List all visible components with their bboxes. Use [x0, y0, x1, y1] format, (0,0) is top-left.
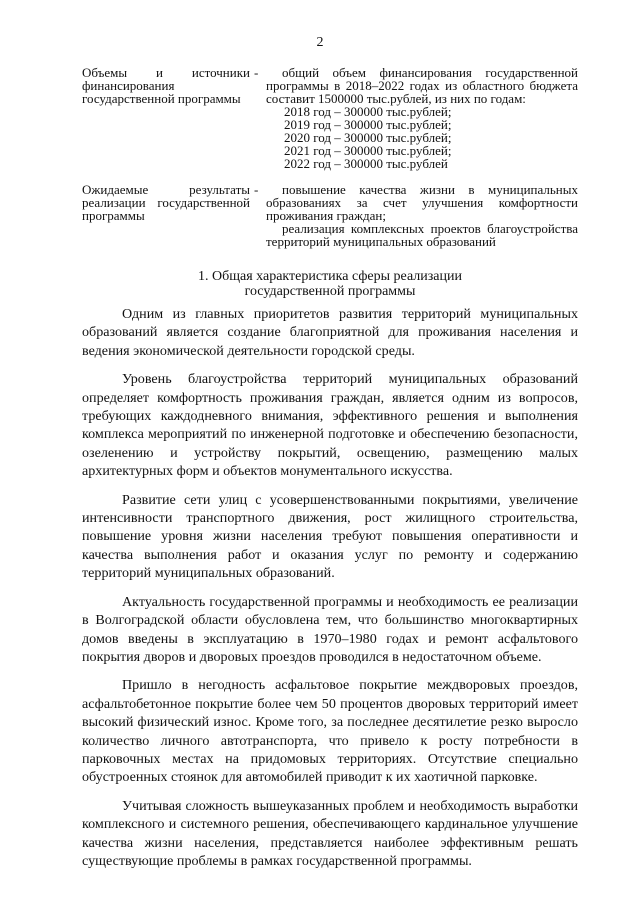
passport-dash: - — [254, 182, 259, 197]
financing-total: общий объем финансирования государственной программы в 2018–2022 годах из областного бюджета составит 1500000 тыс.рублей, из них по годам: — [266, 65, 578, 106]
passport-value-results — [266, 183, 578, 248]
paragraph: Развитие сети улиц с усовершенствованными покрытиями, увеличение интенсивности транспортного движения, рост жилищного строительства, повышение уровня жизни населения требуют повышения оперативности и качества выполнения работ и оказания услуг по ремонту и содержанию территорий муниципальных образований. — [82, 491, 578, 582]
paragraph: Актуальность государственной программы и необходимость ее реализации в Волгоградской области обусловлена тем, что большинство многоквартирных домов введены в эксплуатацию в 1970–1980 годах и ремонт асфальтового покрытия дворов и дворовых проездов проводился в недостаточном объеме. — [82, 593, 578, 665]
paragraph: Учитывая сложность вышеуказанных проблем и необходимость выработки комплексного и системного решения, обеспечивающего кардинальное улучшение качества жизни населения, представляется наиболее эффективным решать существующие проблемы в рамках государственной программы. — [82, 797, 578, 869]
section-title-line-2: государственной программы — [244, 284, 416, 299]
financing-year-2019: 2019 год – 300000 тыс.рублей; — [284, 117, 452, 132]
passport-dash: - — [254, 65, 259, 80]
financing-year-2021: 2021 год – 300000 тыс.рублей; — [284, 143, 452, 158]
passport-label-results: Ожидаемые результаты реализации государственной программы — [82, 182, 250, 223]
body-text — [82, 305, 578, 880]
passport-value-financing — [266, 66, 578, 170]
result-quality-of-life: повышение качества жизни в муниципальных образованиях за счет улучшения комфортности проживания граждан; — [266, 182, 578, 223]
section-title-line-1: 1. Общая характеристика сферы реализации — [198, 269, 462, 284]
financing-year-2018: 2018 год – 300000 тыс.рублей; — [284, 104, 452, 119]
paragraph: Уровень благоустройства территорий муниципальных образований определяет комфортность проживания граждан, является одним из вопросов, требующих каждодневного внимания, эффективного решения и выполнения комплекса мероприятий по инженерной подготовке и обеспечению безопасности, озеленению и устройству покрытий, освещению, размещению малых архитектурных форм и объектов монументального искусства. — [82, 371, 578, 480]
page-number: 2 — [316, 35, 324, 50]
passport-label-financing: Объемы и источники финансирования государственной программы — [82, 65, 250, 106]
paragraph: Одним из главных приоритетов развития территорий муниципальных образований является создание благоприятной для проживания населения и ведения экономической деятельности городской среды. — [82, 306, 578, 359]
financing-year-2022: 2022 год – 300000 тыс.рублей — [284, 156, 448, 171]
paragraph: Пришло в негодность асфальтовое покрытие междворовых проездов, асфальтобетонное покрытие более чем 50 процентов дворовых территорий имеет высокий физический износ. Кроме того, за последнее десятилетие резко выросло количество личного автотранспорта, что привело к росту потребности в парковочных местах на придомовых территориях. Отсутствие специально обустроенных стоянок для автомобилей приводит к их хаотичной парковке. — [82, 677, 578, 786]
result-complex-projects: реализация комплексных проектов благоустройства территорий муниципальных образований — [266, 221, 578, 249]
financing-year-2020: 2020 год – 300000 тыс.рублей; — [284, 130, 452, 145]
section-title — [82, 269, 578, 299]
